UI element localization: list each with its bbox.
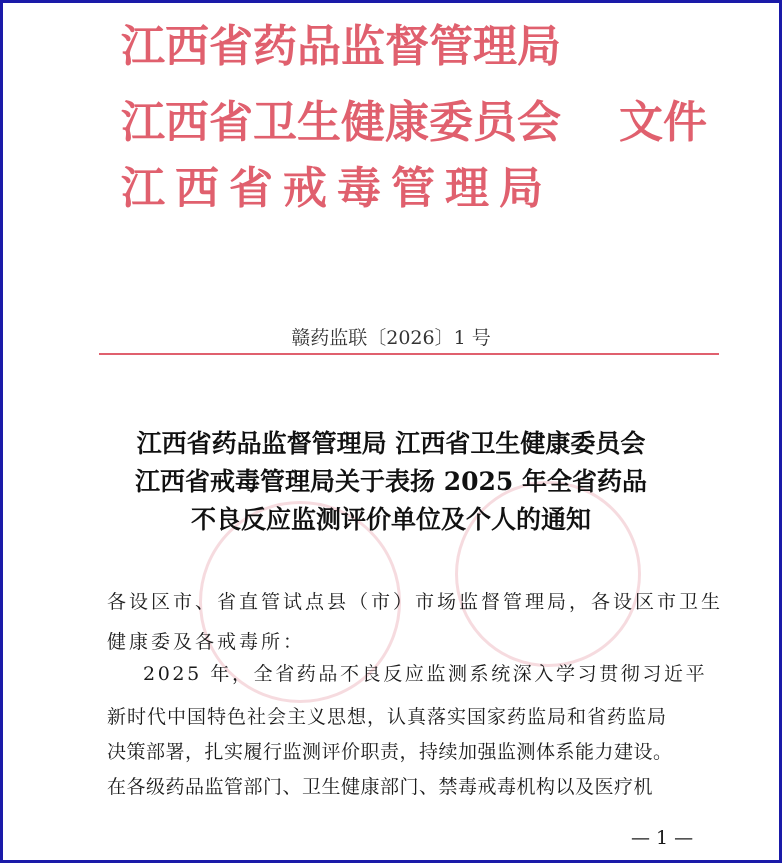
issuer-line-drug-administration: 江西省药品监督管理局	[121, 21, 561, 72]
addressee-line-1: 各设区市、省直管试点县（市）市场监督管理局，各设区市卫生	[107, 591, 724, 613]
page-number: — 1 —	[631, 827, 694, 849]
body-paragraph-line-2: 新时代中国特色社会主义思想，认真落实国家药监局和省药监局	[107, 706, 668, 728]
issuer-line-drug-rehab-administration: 江西省戒毒管理局	[121, 163, 553, 214]
notice-title-line-1: 江西省药品监督管理局 江西省卫生健康委员会	[136, 429, 646, 458]
red-divider-line	[99, 353, 719, 355]
notice-title-line-3: 不良反应监测评价单位及个人的通知	[190, 505, 591, 534]
body-paragraph-line-1: 2025 年，全省药品不良反应监测系统深入学习贯彻习近平	[143, 663, 708, 685]
document-number: 赣药监联〔2026〕1 号	[291, 327, 491, 349]
issuer-line-health-commission: 江西省卫生健康委员会	[121, 97, 561, 148]
document-label: 文件	[619, 97, 707, 148]
body-paragraph-line-3: 决策部署，扎实履行监测评价职责，持续加强监测体系能力建设。	[107, 741, 673, 763]
body-paragraph-line-4: 在各级药品监管部门、卫生健康部门、禁毒戒毒机构以及医疗机	[107, 776, 654, 798]
notice-title-line-2: 江西省戒毒管理局关于表扬 2025 年全省药品	[135, 467, 647, 496]
addressee-line-2: 健康委及各戒毒所：	[107, 631, 306, 653]
